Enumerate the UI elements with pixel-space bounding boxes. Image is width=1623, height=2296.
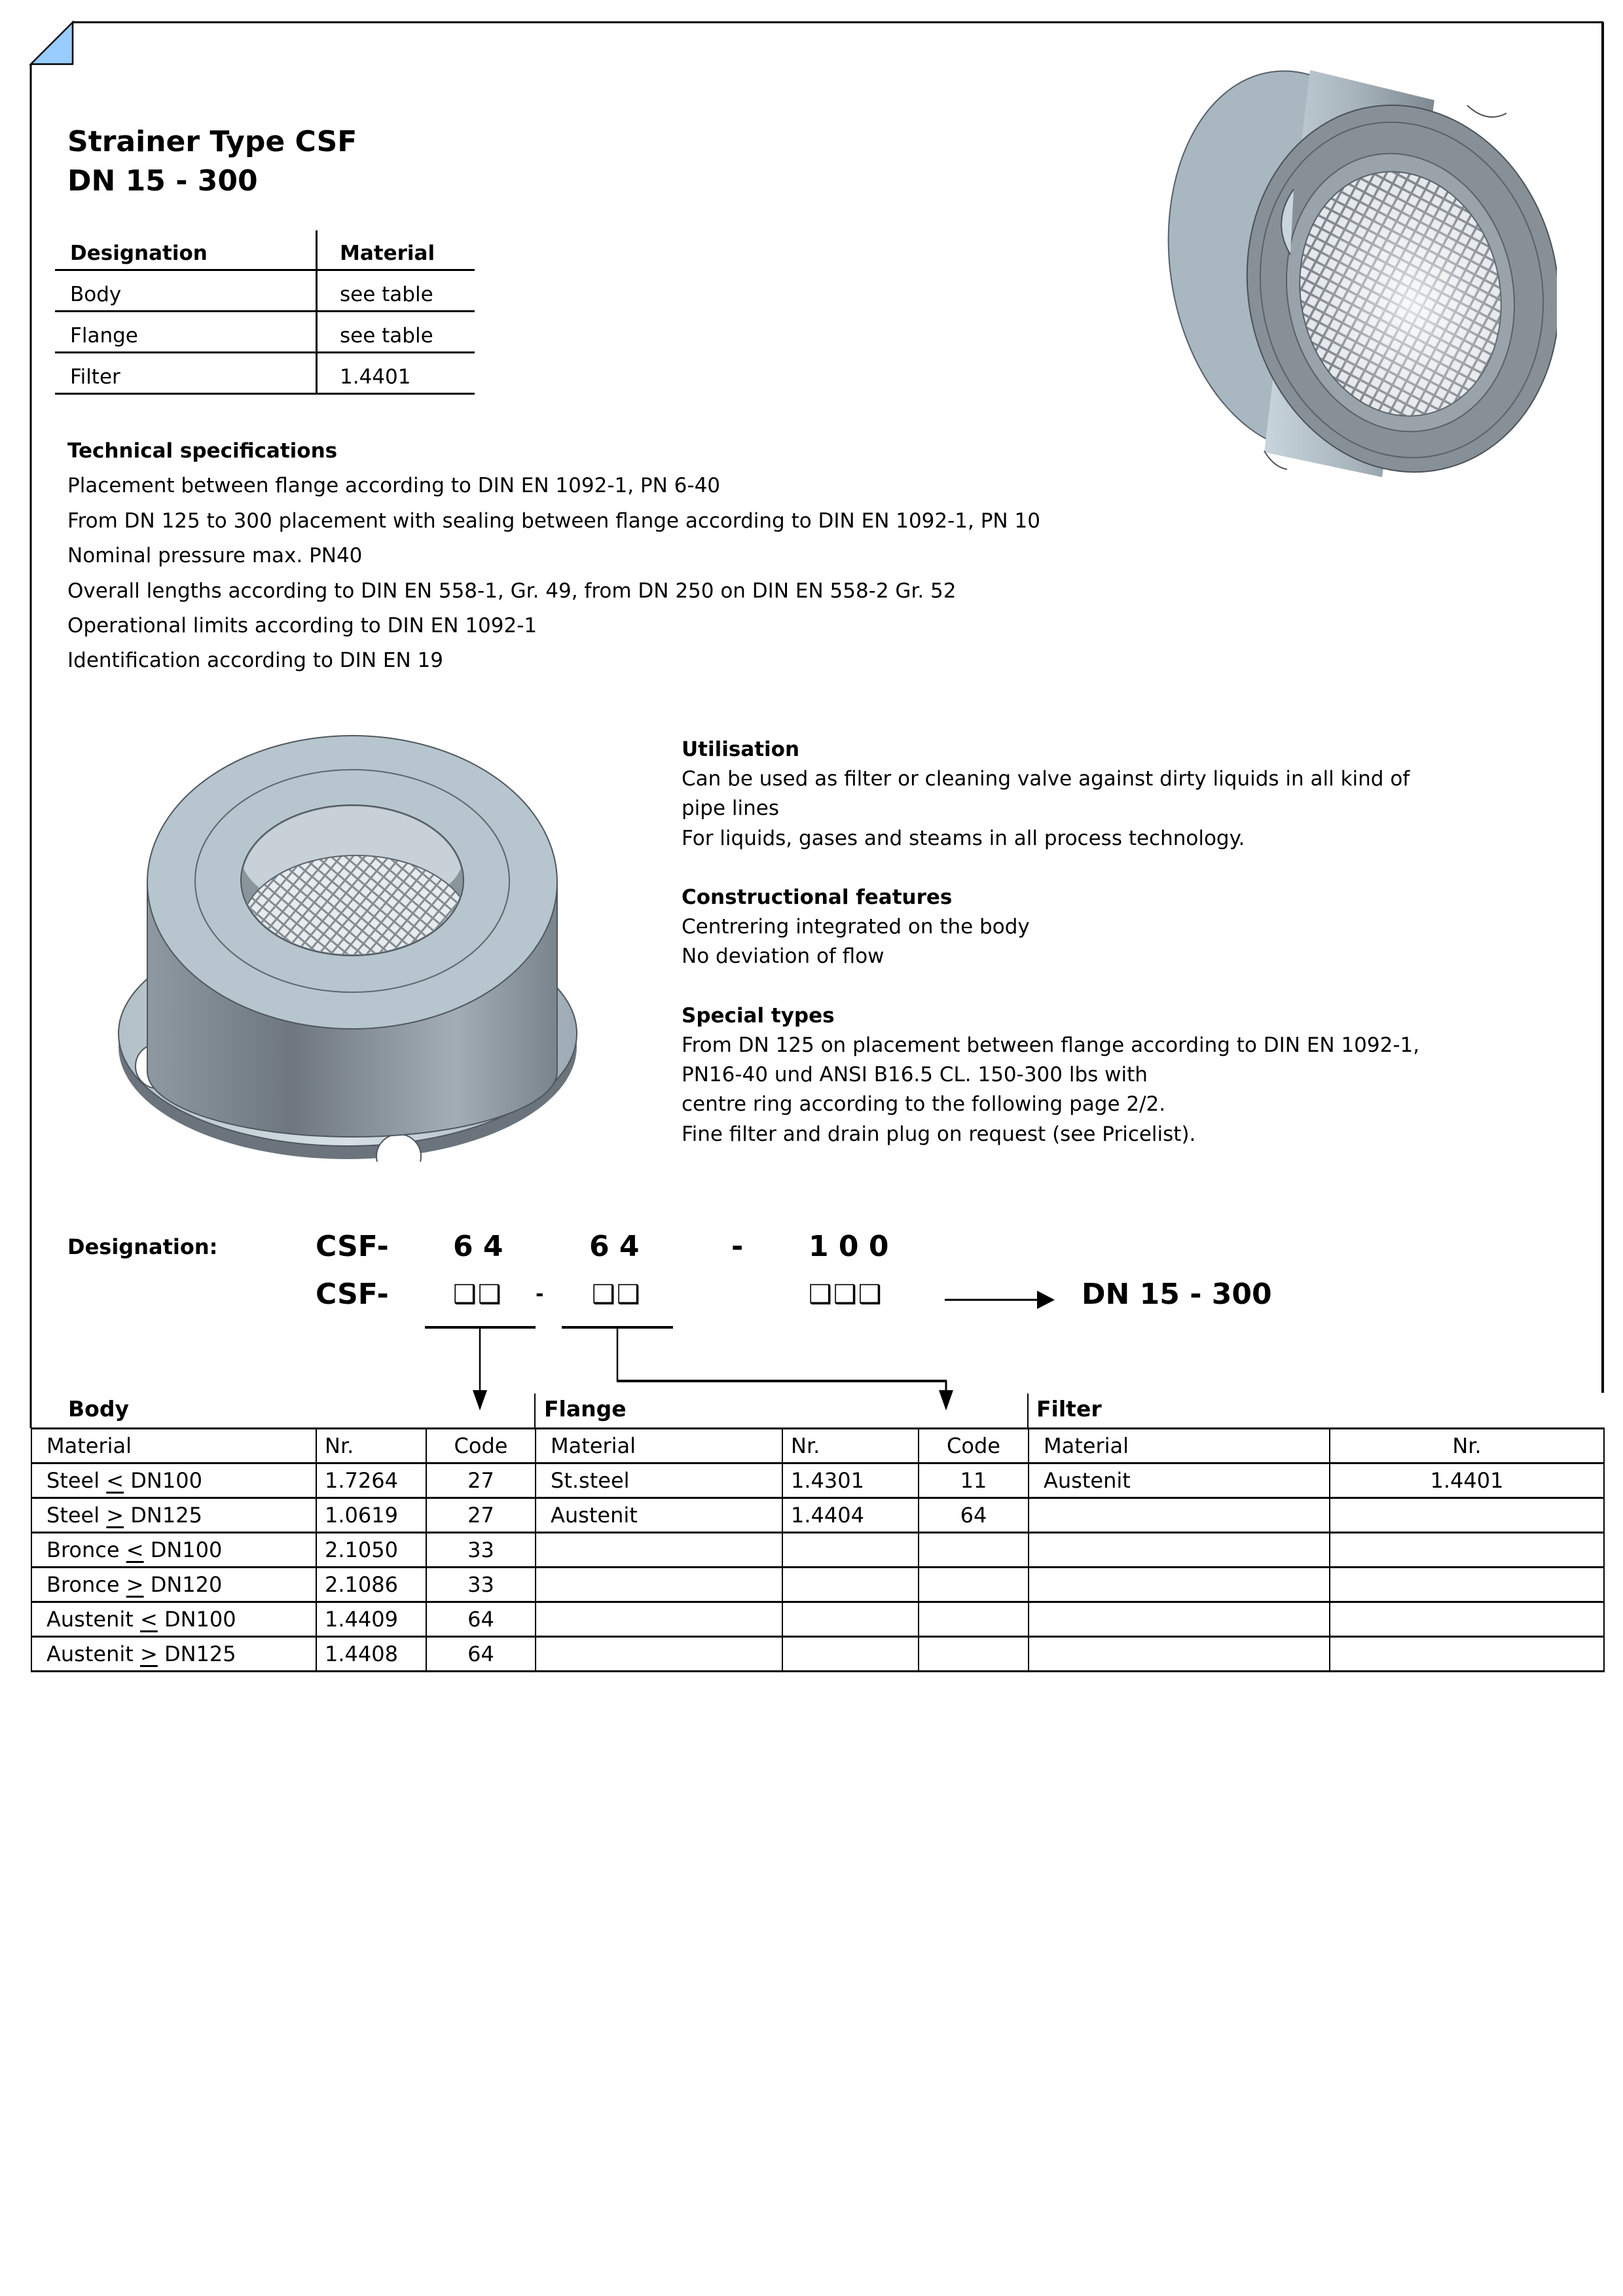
filter-material-cell: [1029, 1498, 1330, 1533]
special-types-list: [682, 1031, 1419, 1149]
size-range: DN 15 - 300: [1082, 1278, 1272, 1311]
filter-nr-cell: [1330, 1533, 1604, 1568]
column-header-body-nr: Nr.: [316, 1429, 426, 1463]
title-line-2: DN 15 - 300: [67, 164, 258, 198]
dn-operator: >: [106, 1503, 124, 1528]
feature-line: Centrering integrated on the body: [682, 915, 1030, 939]
flange-arrowhead-icon: [939, 1390, 953, 1410]
materials-cell-designation: Flange: [55, 312, 317, 353]
filter-material-cell: [1029, 1602, 1330, 1637]
flange-material-cell: [536, 1533, 782, 1568]
column-header-flange-code: Code: [919, 1429, 1029, 1463]
corner-fold-icon: [31, 22, 73, 64]
spec-line: Nominal pressure max. PN40: [67, 544, 363, 568]
example-separator: -: [731, 1230, 744, 1263]
body-material-cell: [31, 1637, 316, 1672]
materials-cell-designation: Filter: [55, 353, 317, 394]
dn-operator: <: [106, 1468, 124, 1493]
flange-nr-cell: [782, 1637, 919, 1672]
flange-code-cell: 64: [919, 1498, 1029, 1533]
example-filter-code: 1 0 0: [809, 1230, 889, 1263]
dn-operator: <: [126, 1537, 144, 1562]
body-code-cell: 27: [426, 1463, 536, 1498]
body-material-name: Austenit: [46, 1607, 134, 1632]
template-separator: -: [536, 1283, 544, 1306]
spec-line: Placement between flange according to DIN EN 1092-1, PN 6-40: [67, 474, 721, 498]
filter-nr-cell: [1330, 1498, 1604, 1533]
table-row: [31, 1533, 1604, 1568]
special-type-line: PN16-40 und ANSI B16.5 CL. 150-300 lbs with: [682, 1063, 1148, 1087]
feature-line: No deviation of flow: [682, 944, 884, 969]
example-flange-code: 6 4: [589, 1230, 640, 1263]
body-code-slots: ❑❑: [453, 1280, 503, 1310]
column-header-flange-material: Material: [536, 1429, 782, 1463]
filter-code-slots: ❑❑❑: [809, 1280, 883, 1310]
description-column: [682, 735, 1419, 1179]
body-code-cell: 64: [426, 1602, 536, 1637]
body-nr-cell: 1.0619: [316, 1498, 426, 1533]
special-type-line: centre ring according to the following page 2/2.: [682, 1092, 1166, 1117]
notch-top: [1467, 105, 1506, 117]
body-material-name: Steel: [46, 1468, 100, 1493]
body-nr-cell: 2.1050: [316, 1533, 426, 1568]
constructional-features-list: [682, 912, 1419, 971]
strainer-front-view-image: [1159, 58, 1557, 490]
dn-size: DN120: [150, 1572, 223, 1597]
body-arrowhead-icon: [473, 1390, 487, 1410]
materials-cell-designation: Body: [55, 270, 317, 312]
dn-operator: >: [139, 1641, 158, 1666]
special-types-heading: Special types: [682, 1003, 835, 1028]
materials-header-designation: Designation: [55, 230, 317, 270]
utilisation-section: [682, 735, 1419, 853]
filter-material-cell: [1029, 1568, 1330, 1602]
body-nr-cell: 2.1086: [316, 1568, 426, 1602]
body-nr-cell: 1.4409: [316, 1602, 426, 1637]
flange-material-cell: [536, 1637, 782, 1672]
flange-material-cell: Austenit: [536, 1498, 782, 1533]
filter-nr-cell: [1330, 1602, 1604, 1637]
utilisation-line: pipe lines: [682, 797, 779, 821]
designation-label: Designation:: [67, 1234, 218, 1259]
flange-nr-cell: [782, 1568, 919, 1602]
example-body-code: 6 4: [453, 1230, 503, 1263]
body-material-cell: [31, 1602, 316, 1637]
body-material-name: Bronce: [46, 1537, 120, 1562]
table-row: [55, 312, 475, 353]
body-material-cell: [31, 1568, 316, 1602]
table-row: [55, 353, 475, 394]
materials-cell-material: see table: [317, 270, 475, 312]
utilisation-line: Can be used as filter or cleaning valve against dirty liquids in all kind of: [682, 767, 1410, 791]
body-material-name: Bronce: [46, 1572, 120, 1597]
example-prefix: CSF-: [316, 1230, 389, 1263]
body-material-name: Austenit: [46, 1641, 134, 1666]
body-material-cell: [31, 1463, 316, 1498]
dn-operator: <: [139, 1607, 158, 1632]
dn-size: DN125: [130, 1503, 202, 1528]
column-header-flange-nr: Nr.: [782, 1429, 919, 1463]
body-code-cell: 33: [426, 1568, 536, 1602]
technical-specifications-list: [67, 469, 1040, 678]
spec-line: Operational limits according to DIN EN 1092-1: [67, 614, 538, 638]
range-arrowhead-icon: [1037, 1291, 1055, 1309]
table-row: [55, 270, 475, 312]
column-header-filter-material: Material: [1029, 1429, 1330, 1463]
column-header-body-code: Code: [426, 1429, 536, 1463]
title-line-1: Strainer Type CSF: [67, 125, 357, 158]
dn-operator: >: [126, 1572, 144, 1597]
dn-size: DN100: [164, 1607, 236, 1632]
filter-material-cell: Austenit: [1029, 1463, 1330, 1498]
constructional-features-heading: Constructional features: [682, 886, 953, 909]
page-title: [67, 122, 357, 201]
flange-nr-cell: 1.4301: [782, 1463, 919, 1498]
body-nr-cell: 1.4408: [316, 1637, 426, 1672]
utilisation-heading: Utilisation: [682, 738, 800, 761]
flange-code-cell: [919, 1568, 1029, 1602]
table-row: [31, 1498, 1604, 1533]
table-row: [31, 1463, 1604, 1498]
spec-line: Overall lengths according to DIN EN 558-1, Gr. 49, from DN 250 on DIN EN 558-2 Gr. 52: [67, 579, 957, 603]
spec-line: From DN 125 to 300 placement with sealing between flange according to DIN EN 1092-1, PN 10: [67, 509, 1040, 533]
dn-size: DN100: [150, 1537, 223, 1562]
flange-material-cell: [536, 1602, 782, 1637]
group-heading-body: Body: [68, 1396, 129, 1422]
materials-cell-material: 1.4401: [317, 353, 475, 394]
body-nr-cell: 1.7264: [316, 1463, 426, 1498]
spec-line: Identification according to DIN EN 19: [67, 649, 443, 673]
utilisation-list: [682, 764, 1419, 853]
dn-size: DN125: [164, 1641, 236, 1666]
group-heading-filter: Filter: [1036, 1396, 1102, 1422]
materials-table: [55, 230, 475, 395]
materials-table-header: [55, 230, 475, 270]
column-header-filter-nr: Nr.: [1330, 1429, 1604, 1463]
template-prefix: CSF-: [316, 1278, 389, 1311]
body-material-cell: [31, 1498, 316, 1533]
dn-size: DN100: [130, 1468, 202, 1493]
flange-nr-cell: [782, 1602, 919, 1637]
column-header-body-material: Material: [31, 1429, 316, 1463]
body-material-cell: [31, 1533, 316, 1568]
flange-code-cell: [919, 1602, 1029, 1637]
flange-code-cell: 11: [919, 1463, 1029, 1498]
materials-header-material: Material: [317, 230, 475, 270]
flange-code-cell: [919, 1533, 1029, 1568]
filter-material-cell: [1029, 1637, 1330, 1672]
flange-nr-cell: 1.4404: [782, 1498, 919, 1533]
constructional-features-section: [682, 883, 1419, 972]
special-types-section: [682, 1001, 1419, 1149]
table-row: [31, 1602, 1604, 1637]
flange-nr-cell: [782, 1533, 919, 1568]
body-code-cell: 33: [426, 1533, 536, 1568]
group-heading-flange: Flange: [544, 1396, 627, 1422]
flange-material-cell: [536, 1568, 782, 1602]
utilisation-line: For liquids, gases and steams in all process technology.: [682, 826, 1245, 850]
materials-cell-material: see table: [317, 312, 475, 353]
special-type-line: Fine filter and drain plug on request (see Pricelist).: [682, 1122, 1196, 1146]
special-type-line: From DN 125 on placement between flange according to DIN EN 1092-1,: [682, 1033, 1420, 1057]
flange-code-slots: ❑❑: [592, 1280, 642, 1310]
table-row: [31, 1568, 1604, 1602]
filter-nr-cell: [1330, 1637, 1604, 1672]
strainer-top-view-image: [117, 731, 577, 1162]
body-code-cell: 27: [426, 1498, 536, 1533]
filter-nr-cell: [1330, 1568, 1604, 1602]
flange-code-cell: [919, 1637, 1029, 1672]
flange-material-cell: St.steel: [536, 1463, 782, 1498]
technical-specifications-heading: Technical specifications: [67, 439, 338, 463]
table-header-row: [31, 1429, 1604, 1463]
filter-material-cell: [1029, 1533, 1330, 1568]
filter-nr-cell: 1.4401: [1330, 1463, 1604, 1498]
material-code-table: [31, 1427, 1605, 1672]
body-material-name: Steel: [46, 1503, 100, 1528]
body-code-cell: 64: [426, 1637, 536, 1672]
technical-specifications: [67, 434, 1040, 679]
table-row: [31, 1637, 1604, 1672]
